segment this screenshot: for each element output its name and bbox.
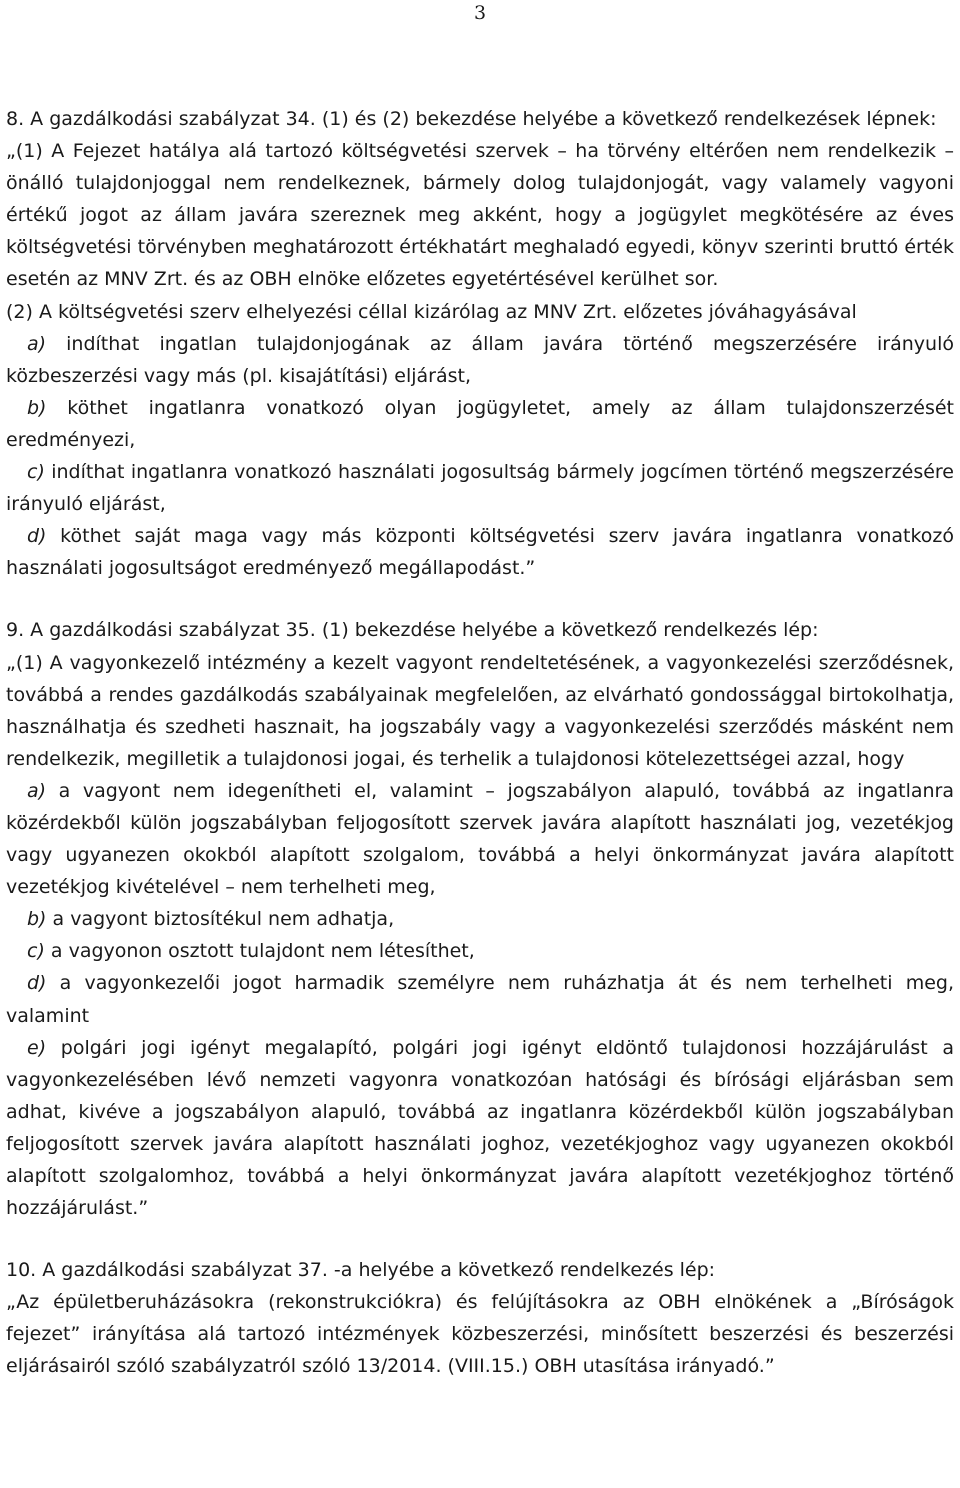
section-8-paragraph-2: (2) A költségvetési szerv elhelyezési céllal kizárólag az MNV Zrt. előzetes jóváhagyásával	[6, 300, 857, 323]
section-9-heading: 9. A gazdálkodási szabályzat 35. (1) bekezdése helyébe a következő rendelkezés lép:	[6, 619, 819, 642]
section-9-item-b: b) a vagyont biztosítékul nem adhatja,	[27, 908, 395, 931]
section-8-item-d: d) köthet saját maga vagy más központi költségvetési szerv javára ingatlanra vonatkozó használati jogosultságot eredményező megállapodást.”	[6, 525, 954, 580]
section-8-item-c: c) indíthat ingatlanra vonatkozó használati jogosultság bármely jogcímen történő megszerzésére irányuló eljárást,	[6, 461, 954, 516]
section-9-paragraph-1: „(1) A vagyonkezelő intézmény a kezelt vagyont rendeltetésének, a vagyonkezelési szerződésnek, továbbá a rendes gazdálkodás szabályainak megfelelően, az elvárható gondossággal birtokolhatja, használhatja és szedheti hasznait, ha jogszabály vagy a vagyonkezelési szerződés másként nem rendelkezik, megilletik a tulajdonosi jogai, és terhelik a tulajdonosi kötelezettségei azzal, hogy	[6, 651, 954, 770]
section-9-item-d: d) a vagyonkezelői jogot harmadik személyre nem ruházhatja át és nem terhelheti meg, valamint	[6, 972, 954, 1027]
document-body	[6, 103, 954, 1383]
section-8-item-b: b) köthet ingatlanra vonatkozó olyan jogügyletet, amely az állam tulajdonszerzését eredményezi,	[6, 396, 954, 451]
section-8-paragraph-1: „(1) A Fejezet hatálya alá tartozó költségvetési szervek – ha törvény eltérően nem rendelkezik – önálló tulajdonjoggal nem rendelkeznek, bármely dolog tulajdonjogát, vagy valamely vagyoni értékű jogot az állam javára szereznek meg akként, hogy a jogügylet megkötésére az éves költségvetési törvényben meghatározott értékhatárt meghaladó egyedi, könyv szerinti bruttó érték esetén az MNV Zrt. és az OBH elnöke előzetes egyetértésével kerülhet sor.	[6, 140, 954, 291]
section-9-item-e: e) polgári jogi igényt megalapító, polgári jogi igényt eldöntő tulajdonosi hozzájárulást a vagyonkezelésében lévő nemzeti vagyonra vonatkozóan hatósági és bírósági eljárásban sem adhat, kivéve a jogszabályon alapuló, továbbá az ingatlanra közérdekből külön jogszabályban feljogosított szervek javára alapított használati joghoz, vezetékjoghoz vagy ugyanezen okokból alapított szolgalomhoz, továbbá a helyi önkormányzat javára alapított vezetékjoghoz történő hozzájárulást.”	[6, 1036, 954, 1220]
section-9-item-a: a) a vagyont nem idegenítheti el, valamint – jogszabályon alapuló, továbbá az ingatlanra közérdekből külön jogszabályban feljogosított szervek javára alapított használati jog, vezetékjog vagy ugyanezen okokból alapított szolgalom, továbbá a helyi önkormányzat javára alapított vezetékjog kivételével – nem terhelheti meg,	[6, 779, 954, 899]
section-8-item-a: a) indíthat ingatlan tulajdonjogának az állam javára történő megszerzésére irányuló közbeszerzési vagy más (pl. kisajátítási) eljárást,	[6, 332, 954, 387]
page-number: 3	[473, 2, 487, 24]
section-10-heading: 10. A gazdálkodási szabályzat 37. -a helyébe a következő rendelkezés lép:	[6, 1259, 716, 1282]
section-8-heading: 8. A gazdálkodási szabályzat 34. (1) és (2) bekezdése helyébe a következő rendelkezések lépnek:	[6, 108, 937, 130]
section-9-item-c: c) a vagyonon osztott tulajdont nem létesíthet,	[27, 940, 475, 963]
section-10-paragraph-1: „Az épületberuházásokra (rekonstrukciókra) és felújításokra az OBH elnökének a „Bíróságok fejezet” irányítása alá tartozó intézmények közbeszerzési, minősített beszerzési és beszerzési eljárásairól szóló szabályzatról szóló 13/2014. (VIII.15.) OBH utasítása irányadó.”	[6, 1291, 954, 1378]
